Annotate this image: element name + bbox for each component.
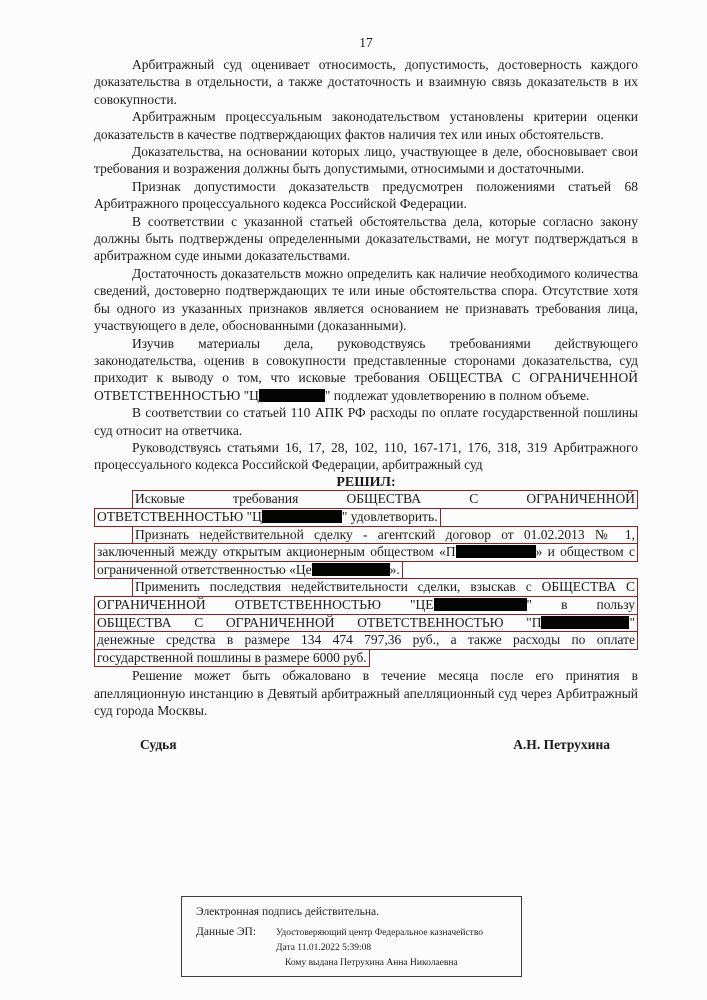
operative-line (94, 614, 638, 633)
operative-line (132, 578, 638, 597)
paragraph-text: Руководствуясь статьями 16, 17, 28, 102, 110, 167-171, 176, 318, 319 Арбитражного процессуального кодекса Российской Федерации, арбитражный суд (94, 439, 638, 473)
operative-text: заключенный между открытым акционерным обществом «П (97, 544, 456, 560)
operative-line (132, 526, 638, 545)
stamp-details (276, 926, 483, 971)
operative-line (94, 649, 370, 668)
operative-text: » и обществом с (535, 544, 635, 560)
paragraph-text: Арбитражным процессуальным законодательством установлены критерии оценки доказательств в качестве подтверждающих фактов наличия тех или иных обстоятельств. (94, 109, 638, 142)
appeal-paragraph (94, 667, 638, 719)
redaction-bar (456, 545, 536, 558)
redaction-bar (541, 616, 629, 629)
body-paragraph-with-redaction (94, 335, 638, 405)
resolution-heading: РЕШИЛ: (336, 474, 396, 490)
operative-text: Исковые требования ОБЩЕСТВА С ОГРАНИЧЕННОЙ (135, 491, 635, 507)
stamp-detail-line: Кому выдана Петрухина Анна Николаевна (285, 958, 458, 968)
redaction-bar (312, 563, 390, 576)
stamp-data-row (196, 926, 511, 971)
operative-line (94, 596, 638, 615)
stamp-detail-line: Удостоверяющий центр Федеральное казначейство (276, 928, 483, 938)
page-content (94, 34, 638, 753)
e-signature-stamp (181, 896, 522, 977)
body-paragraph (94, 213, 638, 265)
paragraph-text: Изучив материалы дела, руководствуясь требованиями действующего законодательства, оценив в совокупности представленные сторонами доказательства, суд приходит к выводу о том, что исковые требования ОБЩЕСТВА С ОГРАНИЧЕННОЙ ОТВЕТСТВЕННОСТЬЮ "Ц (94, 335, 638, 403)
body-paragraph (94, 404, 638, 439)
operative-text: Признать недействительной сделку - агентский договор от 01.02.2013 № 1, (135, 526, 635, 542)
operative-text: государственной пошлины в размере 6000 руб. (97, 649, 367, 665)
operative-text: " удовлетворить. (341, 508, 438, 524)
paragraph-text: Достаточность доказательств можно определить как наличие необходимого количества сведений, достоверно подтверждающих те или иные обстоятельства спора. Отсутствие хотя бы одного из указанных признаков является основанием не признавать требования лица, участвующего в деле, обоснованными (доказанными). (94, 265, 638, 334)
paragraph-text: В соответствии с указанной статьей обстоятельства дела, которые согласно закону должны быть подтверждены определенными доказательствами, не могут подтверждаться в арбитражном суде иными доказательствами. (94, 213, 638, 264)
signature-name: А.Н. Петрухина (513, 736, 610, 752)
stamp-label: Данные ЭП: (196, 926, 257, 938)
operative-text: ». (389, 561, 400, 577)
operative-line (94, 543, 638, 562)
redaction-bar (434, 598, 527, 611)
body-paragraph (94, 265, 638, 335)
paragraph-text: Арбитражный суд оценивает относимость, допустимость, достоверность каждого доказательства в отдельности, а также достаточность и взаимную связь доказательств в их совокупности. (94, 57, 638, 107)
paragraph-text: Признак допустимости доказательств предусмотрен положениями статьей 68 Арбитражного процессуального кодекса Российской Федерации. (94, 178, 638, 212)
paragraph-text: " подлежат удовлетворению в полном объеме. (324, 387, 590, 403)
page-number: 17 (359, 35, 373, 50)
redaction-bar (262, 510, 342, 523)
stamp-title: Электронная подпись действительна. (196, 906, 379, 918)
stamp-detail-line: Дата 11.01.2022 5:39:08 (276, 943, 372, 953)
operative-line (132, 490, 638, 509)
operative-text: ОБЩЕСТВА С ОГРАНИЧЕННОЙ ОТВЕТСТВЕННОСТЬЮ "П (97, 614, 542, 630)
body-paragraph (94, 56, 638, 108)
body-paragraph (94, 178, 638, 213)
operative-line (94, 508, 441, 527)
signature-row (94, 736, 638, 753)
redaction-bar (259, 389, 325, 402)
operative-text: ОТВЕТСТВЕННОСТЬЮ "Ц (97, 508, 262, 524)
operative-text: ограниченной ответственностью «Це (97, 561, 312, 577)
paragraph-text: Доказательства, на основании которых лицо, участвующее в деле, обосновывает свои требования и возражения должны быть допустимыми, относимыми и достаточными. (94, 144, 638, 177)
paragraph-text: Решение может быть обжаловано в течение месяца после его принятия в апелляционную инстанцию в Девятый арбитражный апелляционный суд через Арбитражный суд города Москвы. (94, 668, 638, 719)
paragraph-text: В соответствии со статьей 110 АПК РФ расходы по оплате государственной пошлины суд относит на ответчика. (94, 405, 638, 438)
operative-line (94, 631, 638, 650)
body-paragraph (94, 439, 638, 474)
operative-text: " (629, 614, 635, 630)
operative-text: денежные средства в размере 134 474 797,36 руб., а также расходы по оплате (97, 632, 635, 648)
body-paragraph (94, 143, 638, 178)
operative-line (94, 561, 403, 580)
signature-role: Судья (140, 736, 177, 752)
operative-text: " в пользу (526, 596, 635, 612)
operative-text: Применить последствия недействительности сделки, взыскав с ОБЩЕСТВА С (135, 579, 635, 595)
body-paragraph (94, 108, 638, 143)
operative-text: ОГРАНИЧЕННОЙ ОТВЕТСТВЕННОСТЬЮ "ЦЕ (97, 596, 434, 612)
